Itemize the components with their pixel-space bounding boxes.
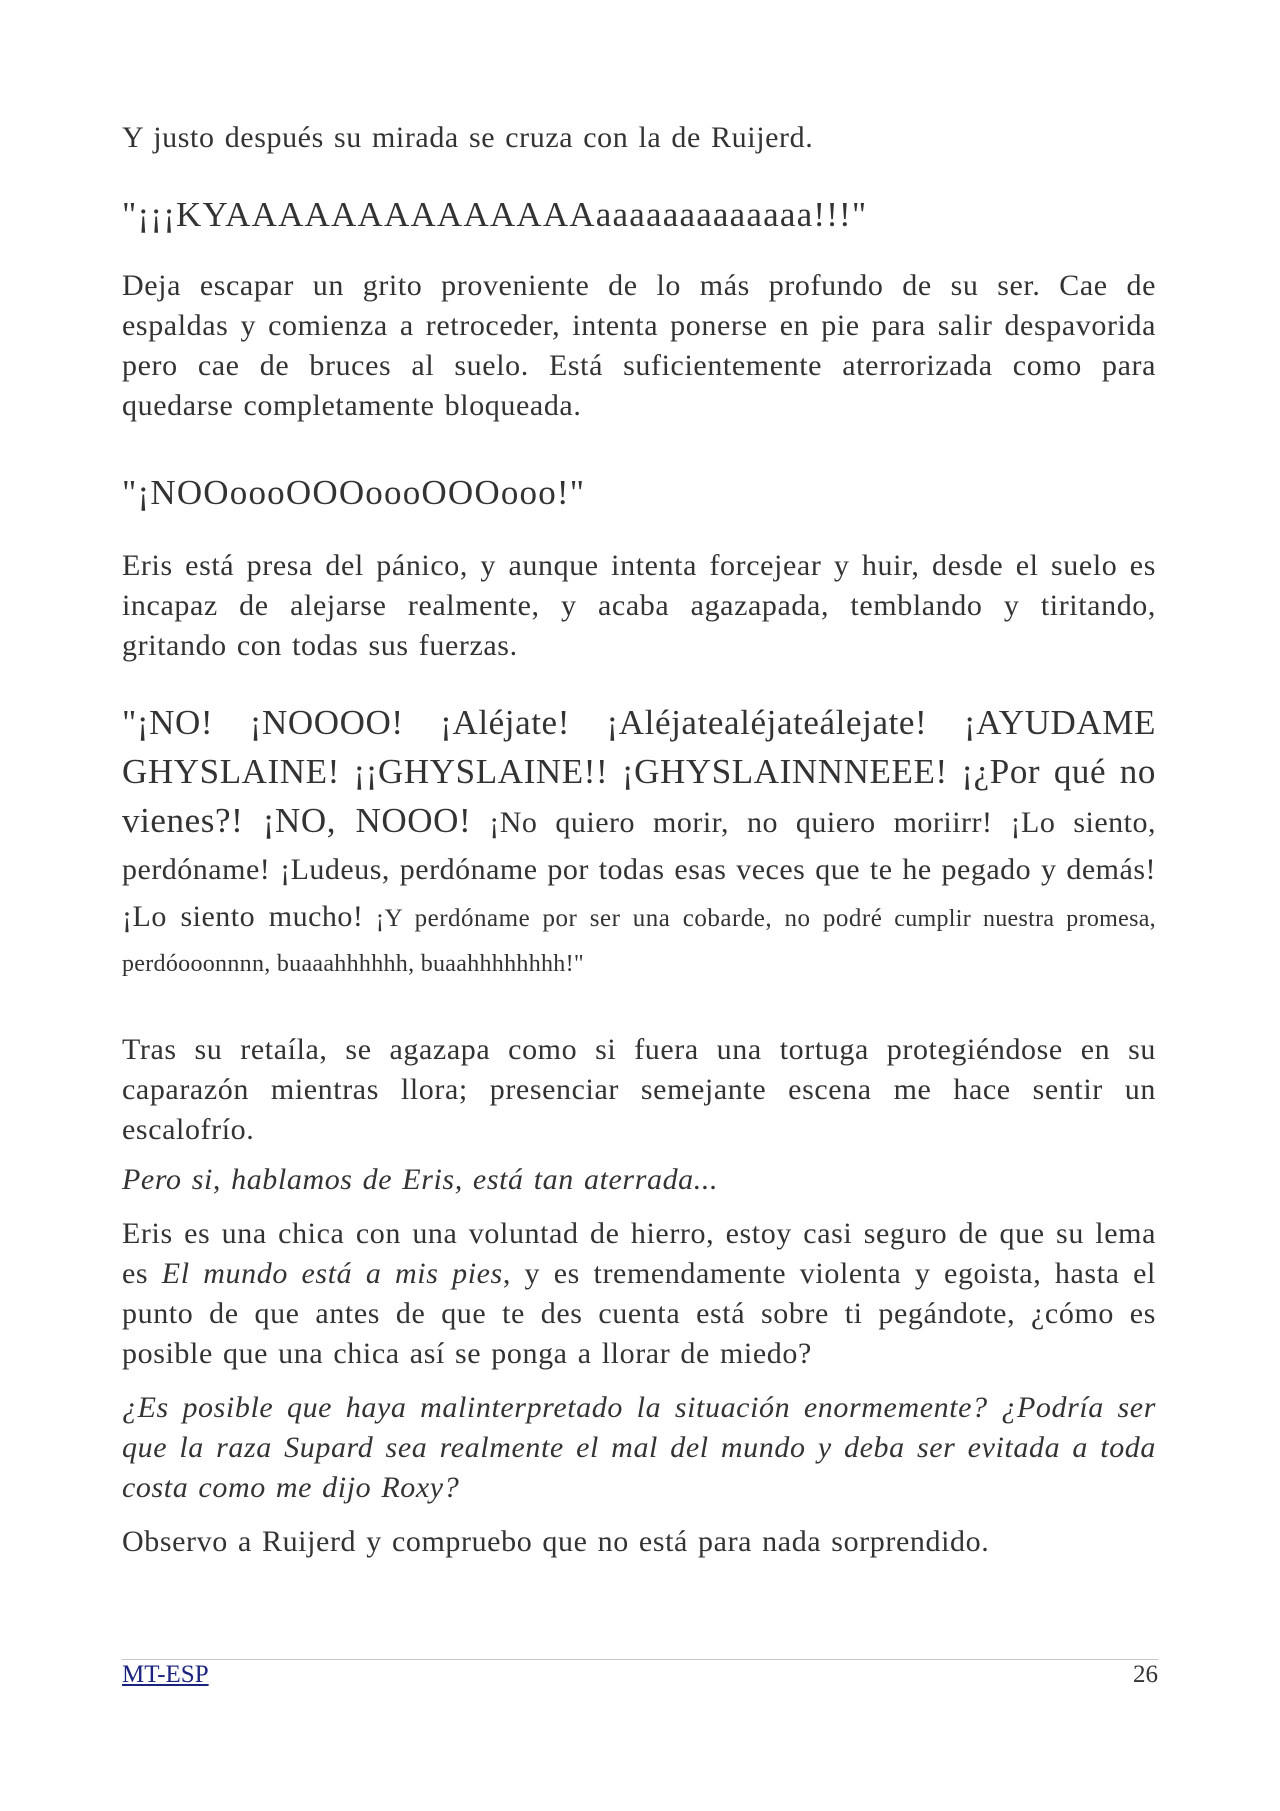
paragraph-9-italic-motto: El mundo está a mis pies <box>161 1257 503 1290</box>
page-body <box>122 118 1156 1562</box>
shout-nooo: "¡NOOoooOOOoooOOOooo!" <box>122 473 586 512</box>
scream-part-small: ¡Y perdóname por ser una cobarde, no podré <box>363 905 883 932</box>
thought-paragraph-8: Pero si, hablamos de Eris, está tan aterrada... <box>122 1163 719 1196</box>
paragraph-9-part-c: , y es tremendamente violenta y egoista, hasta el punto de que antes de que te des cuenta está sobre ti pegándote, ¿cómo es posible que una chica así se ponga a llorar de miedo? <box>122 1257 1156 1370</box>
paragraph-9-part-a: Eris es una chica con una voluntad de hierro, estoy casi seguro de que su lema es <box>122 1217 1156 1290</box>
paragraph-7: Tras su retaíla, se agazapa como si fuera una tortuga protegiéndose en su caparazón mientras llora; presenciar semejante escena me hace sentir un escalofrío. <box>122 1033 1156 1146</box>
paragraph-11: Observo a Ruijerd y compruebo que no está para nada sorprendido. <box>122 1525 990 1558</box>
footer-site-link[interactable]: MT-ESP <box>122 1661 209 1688</box>
footer-divider <box>122 1659 1158 1660</box>
scream-part-large: "¡NO! ¡NOOOO! ¡Aléjate! ¡Aléjatealéjateálejate! ¡AYUDAME GHYSLAINE! ¡¡GHYSLAINE!! ¡GHYSLAINNNEEE! ¡¿Por qué no vienes?! ¡NO, NOOO! <box>122 703 1156 840</box>
paragraph-9 <box>122 1214 1156 1374</box>
paragraph-3: Deja escapar un grito proveniente de lo más profundo de su ser. Cae de espaldas y comienza a retroceder, intenta ponerse en pie para salir despavorida pero cae de bruces al suelo. Está suficientemente aterrorizada como para quedarse completamente bloqueada. <box>122 269 1156 422</box>
page-number: 26 <box>1133 1661 1158 1688</box>
thought-paragraph-10: ¿Es posible que haya malinterpretado la situación enormemente? ¿Podría ser que la raza Supard sea realmente el mal del mundo y deba ser evitada a toda costa como me dijo Roxy? <box>122 1391 1156 1504</box>
paragraph-1: Y justo después su mirada se cruza con la de Ruijerd. <box>122 121 814 154</box>
scream-part-smallest: cumplir nuestra promesa, perdóooonnnn, buaaahhhhhh, buaahhhhhhhh!" <box>122 906 1156 977</box>
eris-scream-paragraph <box>122 702 1156 988</box>
shout-kyaa: "¡¡¡KYAAAAAAAAAAAAAAaaaaaaaaaaaaa!!!" <box>122 195 868 234</box>
paragraph-5: Eris está presa del pánico, y aunque intenta forcejear y huir, desde el suelo es incapaz de alejarse realmente, y acaba agazapada, temblando y tiritando, gritando con todas sus fuerzas. <box>122 549 1156 662</box>
scream-part-medium: ¡No quiero morir, no quiero moriirr! ¡Lo siento, perdóname! ¡Ludeus, perdóname por todas esas veces que te he pegado y demás! ¡Lo siento mucho! <box>122 806 1156 933</box>
